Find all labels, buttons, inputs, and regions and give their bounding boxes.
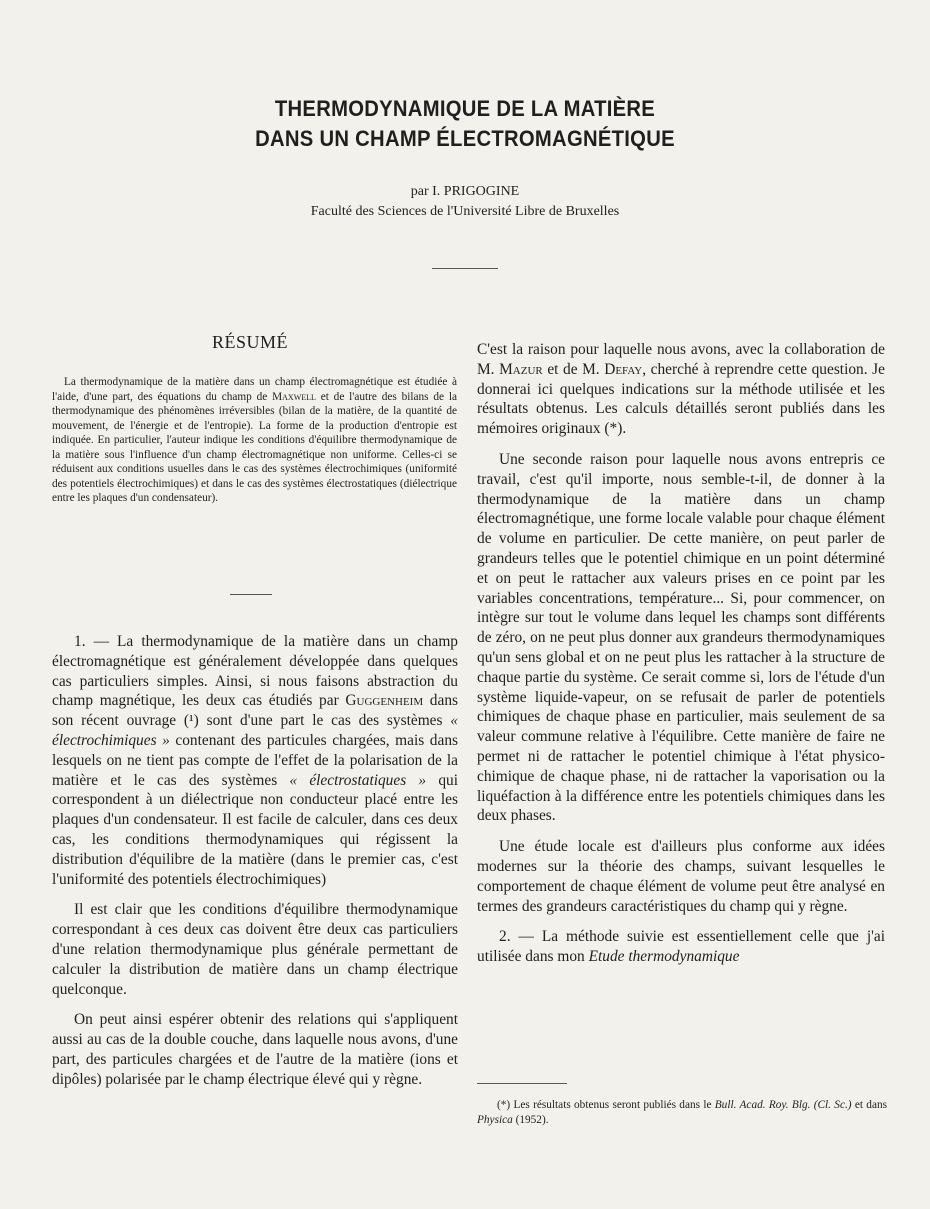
text-run: C'est la raison pour laquelle nous avons, avec la collaboration de M. [477,341,885,378]
paragraph: On peut ainsi espérer obtenir des relations qui s'appliquent aussi au cas de la double couche, dans laquelle nous avons, d'une part, des particules chargées et de l'autre de la matière (ions et dipôles) polarisée par le champ électrique élevé qui y règne. [52,1011,458,1088]
text-run: et de M. [542,360,605,378]
left-column [52,632,458,1101]
text-run: (*) Les résultats obtenus seront publiés dans le [497,1099,715,1111]
guggenheim-name: Guggenheim [345,692,424,710]
paragraph: Il est clair que les conditions d'équilibre thermodynamique correspondant à ces deux cas doivent être deux cas particuliers d'une relation thermodynamique plus générale permettant de calculer la distribution de matière dans un champ électrique quelconque. [52,901,458,998]
paragraph: Une étude locale est d'ailleurs plus conforme aux idées modernes sur la théorie des champs, suivant lesquelles le comportement de chaque élément de volume peut être analysé en termes des grandeurs caractéristiques du champ qui y règne. [477,838,885,915]
text-run: qui correspondent à un diélectrique non conducteur placé entre les plaques d'un condensateur. Il est facile de calculer, dans ces deux cas, les conditions thermodynamiques qui régissent la distribution d'équilibre de la matière (dans le premier cas, c'est l'uniformité des potentiels électrochimiques) [52,771,459,888]
italic-citation: Physica [477,1114,513,1126]
title-line-2: DANS UN CHAMP ÉLECTROMAGNÉTIQUE [255,126,675,151]
byline [0,182,930,222]
mazur-name: Mazur [499,360,543,378]
text-run: contenant des particules chargées, mais dans lesquels on ne tient pas compte de l'effet de la polarisation de la matière et le cas des systèmes [52,731,459,789]
author: par I. PRIGOGINE [410,184,520,199]
footnote [477,1098,887,1128]
text-run: et dans [851,1099,888,1111]
resume-abstract [52,375,457,506]
text-run: 1. — La thermodynamique de la matière dans un champ électromagnétique est généralement développée dans quelques cas particuliers simples. Ainsi, si nous faisons abstraction du champ magnétique, les deux cas étudiés par [52,633,458,710]
italic-title: Etude thermodynamique [588,948,740,966]
text-run: 2. — La méthode suivie est essentiellement celle que j'ai utilisée dans mon [477,928,885,966]
maxwell-name: Maxwell [272,390,316,403]
paragraph [477,340,885,439]
title-divider [432,268,498,269]
italic-term: « électrochimiques » [52,712,458,749]
right-column [477,340,885,978]
text-run: , cherché à reprendre cette question. Je donnerai ici quelques indications sur la méthode utilisée et les résultats obtenus. Les calculs détaillés seront publiés dans les mémoires originaux (*). [477,360,885,438]
affiliation: Faculté des Sciences de l'Université Libre de Bruxelles [310,204,620,219]
italic-citation: Bull. Acad. Roy. Blg. (Cl. Sc.) [714,1099,852,1111]
footnote-divider [477,1083,567,1084]
text-run: dans son récent ouvrage (¹) sont d'une part le cas des systèmes [52,692,459,730]
resume-text-b: et de l'autre des bilans de la thermodynamique des phénomènes irréversibles (bilan de la matière, de la quantité de mouvement, de l'énergie et de l'entropie). La forme de la production d'entropie est indiquée. En particulier, l'auteur indique les conditions d'équilibre thermodynamique de la matière sous l'influence d'un champ électromagnétique non uniforme. Celles-ci se réduisent aux conditions usuelles dans le cas des systèmes électrochimiques (uniformité des potentiels électrochimiques) et dans le cas des systèmes électrostatiques (diélectrique entre les plaques d'un condensateur). [52,390,457,504]
paragraph: Une seconde raison pour laquelle nous avons entrepris ce travail, c'est qu'il importe, nous semble-t-il, de donner à la thermodynamique de la matière dans un champ électromagnétique, une forme locale valable pour chaque élément de volume en particulier. De cette manière, on peut parler de grandeurs telles que le potentiel chimique en un point déterminé et on peut le rattacher aux valeurs prises en ce point par les variables concentrations, température... Si, pour commencer, on intègre sur tout le volume dans lequel les champs sont différents de zéro, on ne peut plus donner aux grandeurs thermodynamiques qu'un sens global et on ne peut plus les rattacher à la structure de chaque partie du système. Ce serait comme si, lors de l'étude d'un système liquide-vapeur, on se refusait de parler de potentiels chimiques de chaque phase en particulier, mais seulement de sa valeur commune relative à l'équilibre. Cette manière de faire ne permet ni de rattacher le potentiel chimique à l'état physico-chimique de chaque phase, ni de rattacher la vaporisation ou la liquéfaction à la différence entre les potentiels chimiques dans les deux phases. [477,450,885,825]
defay-name: Defay [604,360,643,378]
paragraph [477,927,885,967]
abstract-divider [230,594,272,595]
italic-term: « électrostatiques » [289,771,427,789]
text-run: (1952). [512,1114,549,1126]
resume-text-a: La thermodynamique de la matière dans un champ électromagnétique est étudiée à l'aide, d'une part, des équations du champ de [52,376,457,403]
title-line-1: THERMODYNAMIQUE DE LA MATIÈRE [274,96,656,121]
paragraph [52,632,458,889]
resume-heading: RÉSUMÉ [211,332,288,352]
